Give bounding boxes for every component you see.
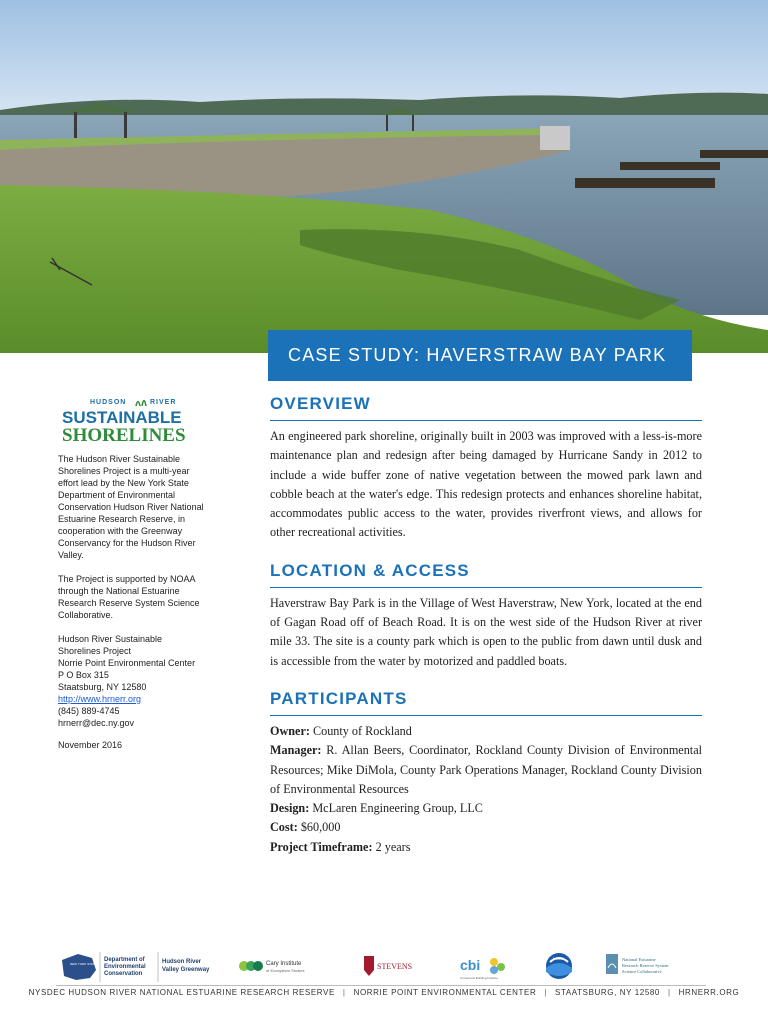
- svg-text:NOAA: NOAA: [553, 956, 565, 961]
- manager-label: Manager:: [270, 743, 322, 758]
- footer-separator: |: [544, 988, 548, 997]
- owner-value: County of Rockland: [309, 723, 412, 738]
- address-line: Norrie Point Environmental Center: [58, 658, 196, 668]
- overview-heading: OVERVIEW: [270, 386, 702, 421]
- location-heading: LOCATION & ACCESS: [270, 553, 702, 588]
- sidebar-support: The Project is supported by NOAA through the National Estuarine Research Reserve System Science Collaborative.: [58, 574, 200, 620]
- svg-text:NEW YORK STATE OF OPPORTUNITY: NEW YORK STATE OF OPPORTUNITY: [70, 962, 124, 966]
- address-line: P O Box 315: [58, 670, 109, 680]
- design-label: Design:: [270, 801, 310, 816]
- footer-org: NYSDEC HUDSON RIVER NATIONAL ESTUARINE RESEARCH RESERVE: [28, 988, 335, 997]
- main-content: [270, 386, 702, 857]
- footer-separator: |: [667, 988, 671, 997]
- address-line: Staatsburg, NY 12580: [58, 682, 147, 692]
- timeframe-value: 2 years: [372, 839, 411, 854]
- svg-text:cbi: cbi: [460, 957, 481, 973]
- page-title: CASE STUDY: HAVERSTRAW BAY PARK: [288, 345, 667, 365]
- design-value: McLaren Engineering Group, LLC: [309, 801, 483, 816]
- shield-icon: [364, 956, 374, 976]
- timeframe-line: [270, 838, 702, 857]
- timeframe-label: Project Timeframe:: [270, 839, 373, 854]
- address-line: Shorelines Project: [58, 646, 132, 656]
- sidebar-intro: The Hudson River Sustainable Shorelines Project is a multi-year effort lead by the New York State Department of Environmental Conservation Hudson River National Estuarine Research Reserve, in cooperation with the Greenway Conservancy for the Hudson River Valley.: [58, 454, 204, 560]
- sidebar: [58, 395, 208, 763]
- svg-text:Science Collaborative: Science Collaborative: [622, 969, 662, 974]
- cary-institute-logo: [239, 961, 304, 973]
- nys-dec-logo: [62, 952, 210, 982]
- participants-list: [270, 722, 702, 857]
- svg-text:Department of: Department of: [104, 957, 145, 963]
- svg-text:STEVENS: STEVENS: [377, 962, 413, 971]
- participants-heading: PARTICIPANTS: [270, 681, 702, 716]
- noaa-logo: [546, 953, 572, 979]
- svg-text:of Ecosystem Studies: of Ecosystem Studies: [266, 968, 305, 973]
- location-text: Haverstraw Bay Park is in the Village of West Haverstraw, New York, located at the end of Gagan Road off of Beach Road. It is on the west side of the Hudson River at river mile 33. The site is a county park which is open to the public from dawn until dusk and is accessible from the water by motorized and paddled boats.: [270, 595, 702, 668]
- sidebar-contact: [58, 633, 208, 729]
- design-line: [270, 799, 702, 818]
- svg-text:SUSTAINABLE: SUSTAINABLE: [62, 408, 182, 427]
- footer-city: STAATSBURG, NY 12580: [555, 988, 660, 997]
- hero-photo: [0, 0, 768, 353]
- svg-text:Cary Institute: Cary Institute: [266, 961, 302, 967]
- reed-icon: [136, 401, 146, 407]
- owner-line: [270, 722, 702, 741]
- nerrs-logo: [606, 954, 669, 974]
- overview-text: An engineered park shoreline, originally built in 2003 was improved with a less-is-more maintenance plan and redesign after being damaged by Hurricane Sandy in 2012 to include a wide buffer zone of native vegetation between the mowed park lawn and cobble beach at the water's edge. This redesign protects and enhances shoreline habitat, accommodates public access to the water, provides riverfront views, and allows for other recreational activities.: [270, 429, 702, 540]
- publication-date: November 2016: [58, 740, 123, 750]
- partner-logos: [56, 948, 706, 988]
- svg-text:RIVER: RIVER: [150, 399, 177, 406]
- svg-text:Consensus Building Institute: Consensus Building Institute: [460, 976, 498, 980]
- footer-separator: |: [342, 988, 346, 997]
- owner-label: Owner:: [270, 723, 310, 738]
- svg-text:Environmental: Environmental: [104, 964, 146, 970]
- footer: [0, 988, 768, 997]
- footer-divider: [56, 985, 706, 986]
- address-line: Hudson River Sustainable: [58, 634, 163, 644]
- svg-text:Research Reserve System: Research Reserve System: [622, 963, 669, 968]
- email-address: hrnerr@dec.ny.gov: [58, 718, 135, 728]
- manager-value: R. Allan Beers, Coordinator, Rockland County Division of Environmental Resources; Mike DiMola, County Park Operations Manager, Rockland County Division of Environmental Resources: [270, 743, 702, 796]
- cbi-logo: [460, 957, 505, 980]
- website-link[interactable]: http://www.hrnerr.org: [58, 694, 142, 704]
- cost-label: Cost:: [270, 820, 298, 835]
- cost-line: [270, 818, 702, 837]
- ny-state-icon: [62, 954, 96, 980]
- sustainable-shorelines-logo: [58, 395, 208, 445]
- svg-text:Hudson River: Hudson River: [162, 959, 202, 965]
- title-banner: [268, 330, 692, 381]
- footer-center: NORRIE POINT ENVIRONMENTAL CENTER: [353, 988, 537, 997]
- manager-line: [270, 741, 702, 799]
- svg-text:National Estuarine: National Estuarine: [622, 957, 656, 962]
- svg-text:SHORELINES: SHORELINES: [62, 425, 186, 445]
- stevens-logo: [364, 956, 412, 976]
- svg-text:Valley Greenway: Valley Greenway: [162, 967, 210, 973]
- cost-value: $60,000: [297, 820, 341, 835]
- svg-text:Conservation: Conservation: [104, 971, 143, 977]
- shoreline-photo: [0, 0, 768, 353]
- svg-text:HUDSON: HUDSON: [90, 399, 127, 406]
- footer-website[interactable]: HRNERR.ORG: [678, 988, 740, 997]
- phone-number: (845) 889-4745: [58, 706, 120, 716]
